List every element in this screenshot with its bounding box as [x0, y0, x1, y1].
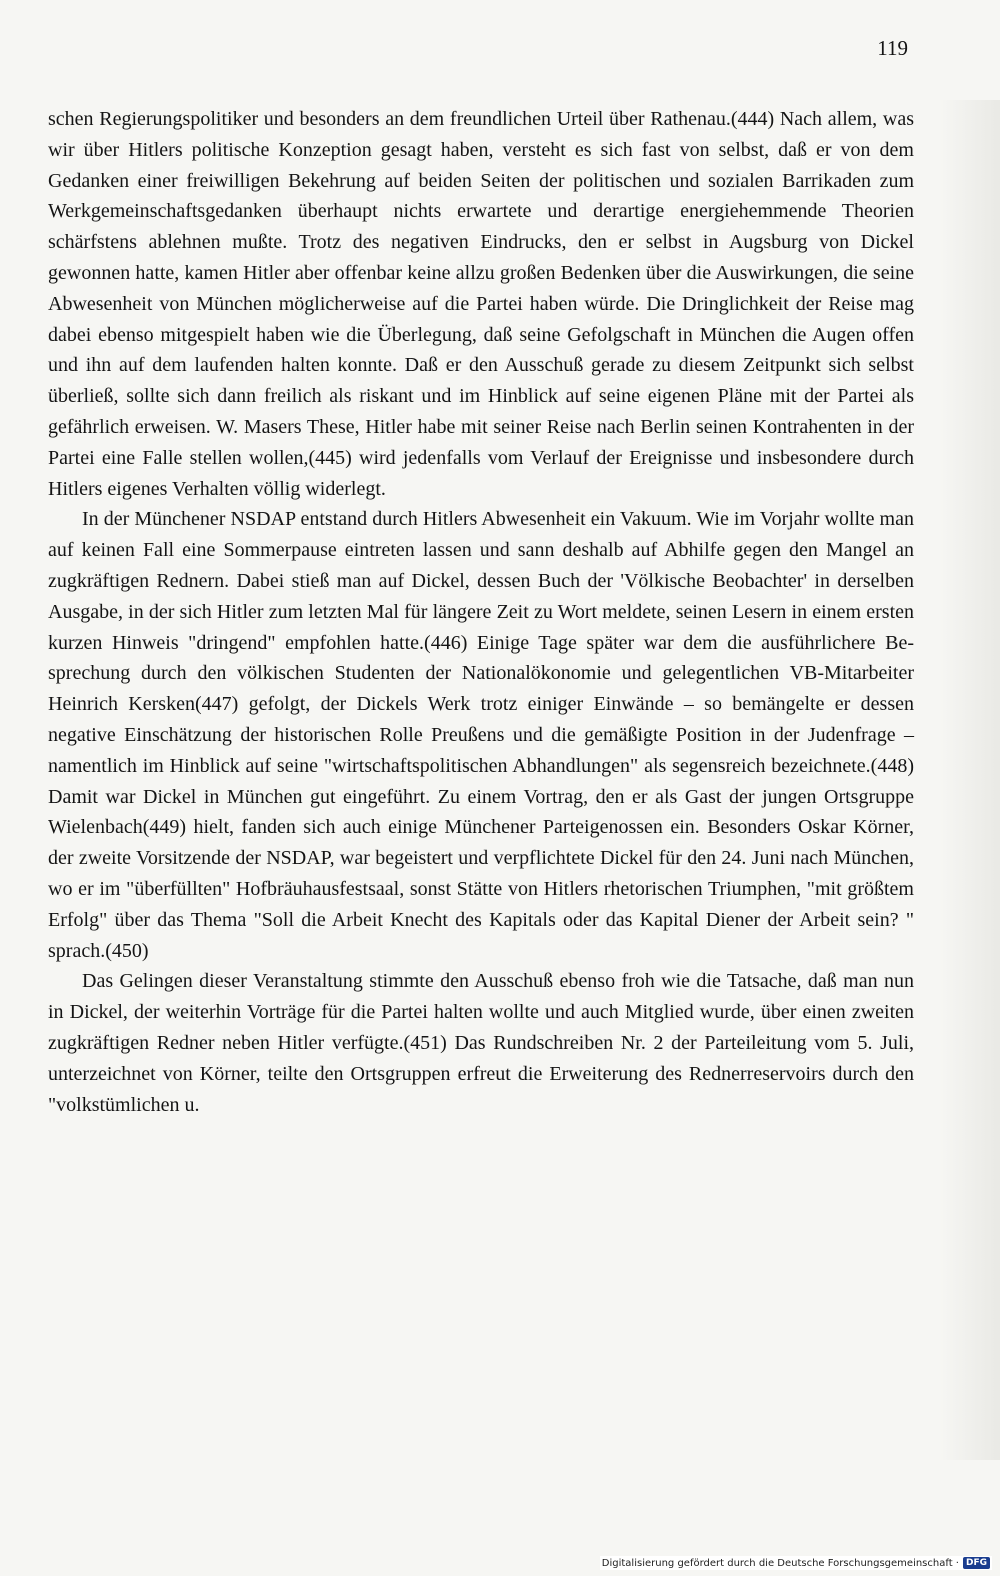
credit-text: Digitalisierung gefördert durch die Deutsche Forschungsgemeinschaft ·	[601, 1557, 959, 1569]
page-number: 119	[877, 36, 908, 60]
page-edge-shadow	[940, 100, 1000, 1460]
paragraph: Das Gelingen dieser Veranstaltung stimmte den Ausschuß ebenso froh wie die Tatsache, daß man nun in Dickel, der weiterhin Vorträge für die Partei halten wollte und auch Mitglied wurde, über einen zweiten zugkräftigen Redner neben Hitler verfügte.(451) Das Rundschreiben Nr. 2 der Parteileitung vom 5. Juli, unterzeichnet von Körner, teilte den Ortsgruppen erfreut die Erweiterung des Rednerreservoirs durch den "volkstümlichen u.	[48, 970, 914, 1116]
digitization-credit	[600, 1556, 992, 1570]
body-text	[48, 104, 914, 1120]
paragraph: In der Münchener NSDAP entstand durch Hitlers Abwesenheit ein Vakuum. Wie im Vorjahr wollte man auf keinen Fall eine Sommerpause eintreten lassen und sann deshalb auf Abhilfe gegen den Mangel an zugkräftigen Rednern. Dabei stieß man auf Dickel, dessen Buch der 'Völkische Beobachter' in derselben Ausgabe, in der sich Hitler zum letzten Mal für längere Zeit zu Wort meldete, seinen Lesern in einem ersten kurzen Hinweis "dringend" empfohlen hatte.(446) Einige Tage später war dem die ausführlichere Besprechung durch den völkischen Studenten der Nationalökonomie und gelegentlichen VB-Mitarbeiter Heinrich Kersken(447) gefolgt, der Dickels Werk trotz einiger Einwände – so bemängelte er dessen negative Einschätzung der historischen Rolle Preußens und die gemäßigte Position in der Judenfrage – namentlich im Hinblick auf seine "wirtschaftspolitischen Abhandlungen" als segensreich bezeichnete.(448) Damit war Dickel in München gut eingeführt. Zu einem Vortrag, den er als Gast der jungen Ortsgruppe Wielenbach(449) hielt, fanden sich auch einige Münchener Parteigenossen ein. Besonders Oskar Körner, der zweite Vorsitzende der NSDAP, war begeistert und verpflichtete Dickel für den 24. Juni nach München, wo er im "überfüllten" Hofbräuhausfestsaal, sonst Stätte von Hitlers rhetorischen Triumphen, "mit größtem Erfolg" über das Thema "Soll die Arbeit Knecht des Kapitals oder das Kapital Diener der Arbeit sein? " sprach.(450)	[48, 508, 914, 962]
paragraph-continuation: schen Regierungspolitiker und besonders an dem freundlichen Urteil über Rathenau.(444) Nach allem, was wir über Hitlers politische Konzeption gesagt haben, versteht es sich fast von selbst, daß er von dem Gedanken einer freiwilligen Bekehrung auf beiden Seiten der politischen und sozialen Barrikaden zum Werkgemeinschaftsgedanken überhaupt nichts erwartete und derartige energiehemmende Theorien schärfstens ablehnen mußte. Trotz des negativen Eindrucks, den er selbst in Augsburg von Dickel gewonnen hatte, kamen Hitler aber offenbar keine allzu großen Bedenken über die Auswirkungen, die seine Abwesenheit von München möglicherweise auf die Partei haben würde. Die Dringlichkeit der Reise mag dabei ebenso mitgespielt haben wie die Überlegung, daß seine Gefolgschaft in München die Augen offen und ihn auf dem laufenden halten konnte. Daß er den Ausschuß gerade zu diesem Zeitpunkt sich selbst überließ, sollte sich dann freilich als riskant und im Hinblick auf seine eigenen Pläne mit der Partei als gefährlich erweisen. W. Masers These, Hitler habe mit seiner Reise nach Berlin seinen Kontrahenten in der Partei eine Falle stellen wollen,(445) wird jedenfalls vom Verlauf der Ereignisse und insbesondere durch Hitlers eigenes Verhalten völlig widerlegt.	[48, 108, 914, 500]
dfg-logo-icon: DFG	[963, 1557, 990, 1569]
